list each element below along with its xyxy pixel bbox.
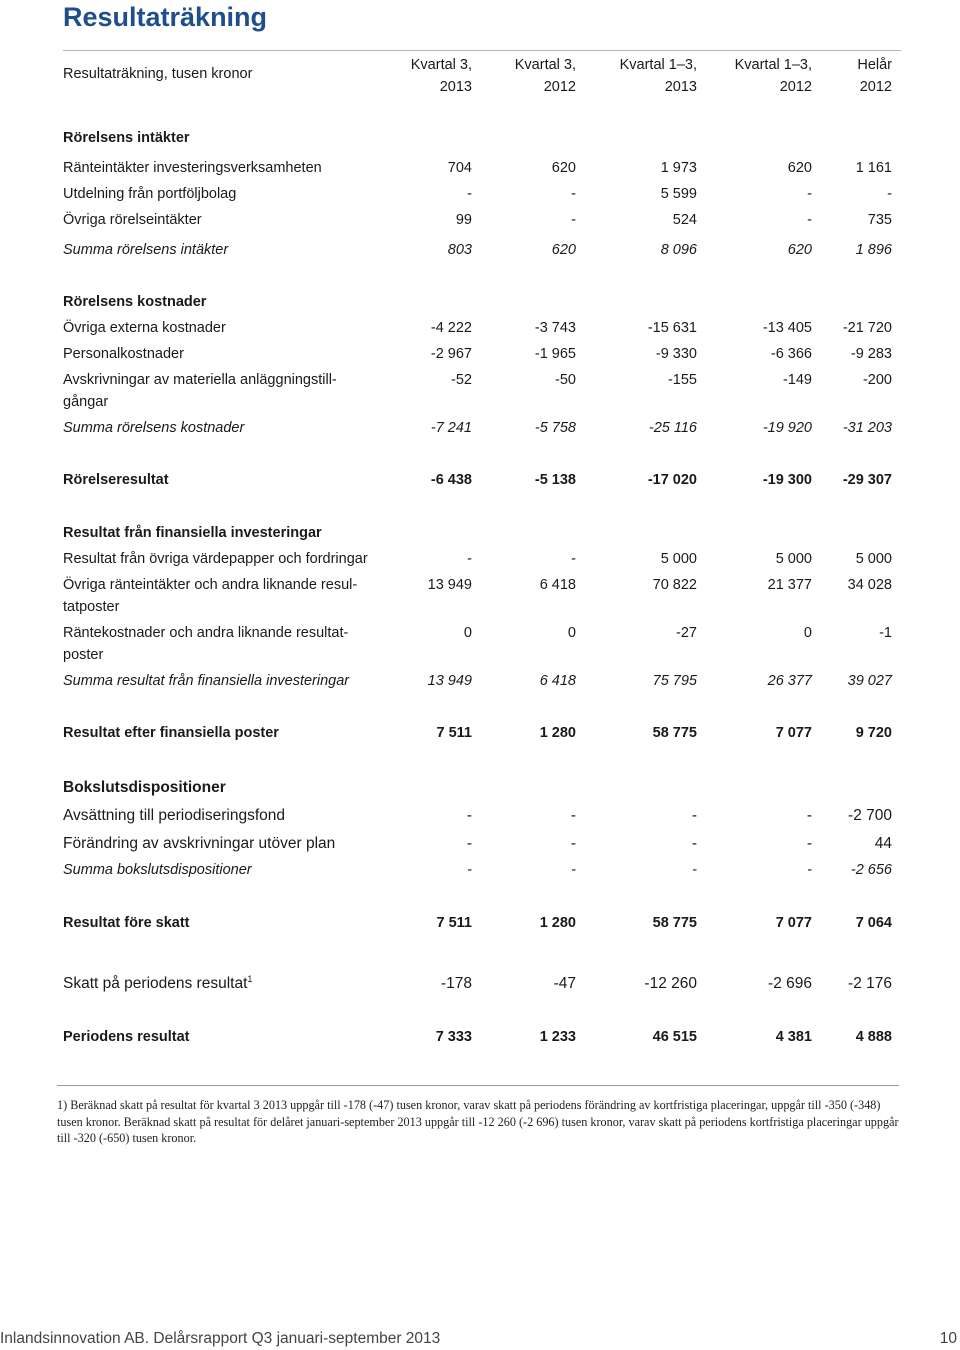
table-row-tax: Skatt på periodens resultat$^1$ -178 -47 -12 260 -2 696 -2 176 [63, 973, 892, 992]
table-row-continuation: tatposter [63, 599, 120, 615]
total-row-before-tax: Resultat före skatt 7 511 1 280 58 775 7 077 7 064 [63, 915, 892, 931]
column-header: Kvartal 1–3, 2012 [734, 57, 812, 95]
footnote-marker: 1 [247, 973, 253, 984]
column-header: Helår 2012 [857, 57, 892, 95]
total-row-operating-result: Rörelseresultat -6 438 -5 138 -17 020 -19 300 -29 307 [63, 472, 892, 488]
subtotal-row: Summa rörelsens intäkter 803 620 8 096 620 1 896 [63, 242, 892, 258]
subtotal-row: Summa bokslutsdispositioner - - - - -2 656 [63, 862, 892, 878]
table-row: Övriga ränteintäkter och andra liknande resul- 13 949 6 418 70 822 21 377 34 028 [63, 577, 892, 593]
table-row: Personalkostnader -2 967 -1 965 -9 330 -6 366 -9 283 [63, 346, 892, 362]
table-row: Resultat från övriga värdepapper och fordringar - - 5 000 5 000 5 000 [63, 551, 892, 567]
footnote-rule [57, 1085, 899, 1086]
table-row: Avskrivningar av materiella anläggningstill- -52 -50 -155 -149 -200 [63, 372, 892, 388]
page-number: 10 [939, 1330, 957, 1347]
table-row: Avsättning till periodiseringsfond - - - - -2 700 [63, 807, 892, 824]
column-header: Kvartal 3, 2013 [410, 57, 472, 95]
table-row-continuation: poster [63, 647, 104, 663]
total-row-net-result: Periodens resultat 7 333 1 233 46 515 4 381 4 888 [63, 1029, 892, 1045]
total-row-after-financial: Resultat efter finansiella poster 7 511 1 280 58 775 7 077 9 720 [63, 725, 892, 741]
section-heading-income: Rörelsens intäkter [63, 130, 190, 146]
column-header: Kvartal 3, 2012 [514, 57, 576, 95]
table-row: Ränteintäkter investeringsverksamheten 704 620 1 973 620 1 161 [63, 160, 892, 176]
section-heading-appropriations: Bokslutsdispositioner [63, 779, 226, 796]
table-row: Räntekostnader och andra liknande resultat- 0 0 -27 0 -1 [63, 625, 892, 641]
subtotal-row: Summa rörelsens kostnader -7 241 -5 758 -25 116 -19 920 -31 203 [63, 420, 892, 436]
subtotal-row: Summa resultat från finansiella investeringar 13 949 6 418 75 795 26 377 39 027 [63, 673, 892, 689]
table-row-continuation: gångar [63, 394, 109, 410]
header-rule [63, 50, 901, 51]
table-row: Förändring av avskrivningar utöver plan - - - - 44 [63, 835, 892, 852]
table-header-label: Resultaträkning, tusen kronor [63, 66, 253, 82]
table-row: Övriga externa kostnader -4 222 -3 743 -15 631 -13 405 -21 720 [63, 320, 892, 336]
page-title: Resultaträkning [63, 2, 268, 32]
footnote: 1) Beräknad skatt på resultat för kvartal 3 2013 uppgår till -178 (-47) tusen kronor, varav skatt på periodens förändring av kortfristiga placeringar, uppgår till -350 (-348) tusen kronor. Beräknad skatt på resultat för delåret januari-september 2013 uppgår till -12 260 (-2 696) tusen kronor, varav skatt på periodens kortfristiga placeringar uppgår till -320 (-650) tusen kronor. [57, 1098, 899, 1145]
table-row: Övriga rörelseintäkter 99 - 524 - 735 [63, 212, 892, 228]
section-heading-financial: Resultat från finansiella investeringar [63, 525, 322, 541]
table-row: Utdelning från portföljbolag - - 5 599 - - [63, 186, 892, 202]
section-heading-costs: Rörelsens kostnader [63, 294, 207, 310]
column-header: Kvartal 1–3, 2013 [619, 57, 697, 95]
footer-text: Inlandsinnovation AB. Delårsrapport Q3 januari-september 2013 [0, 1330, 441, 1347]
